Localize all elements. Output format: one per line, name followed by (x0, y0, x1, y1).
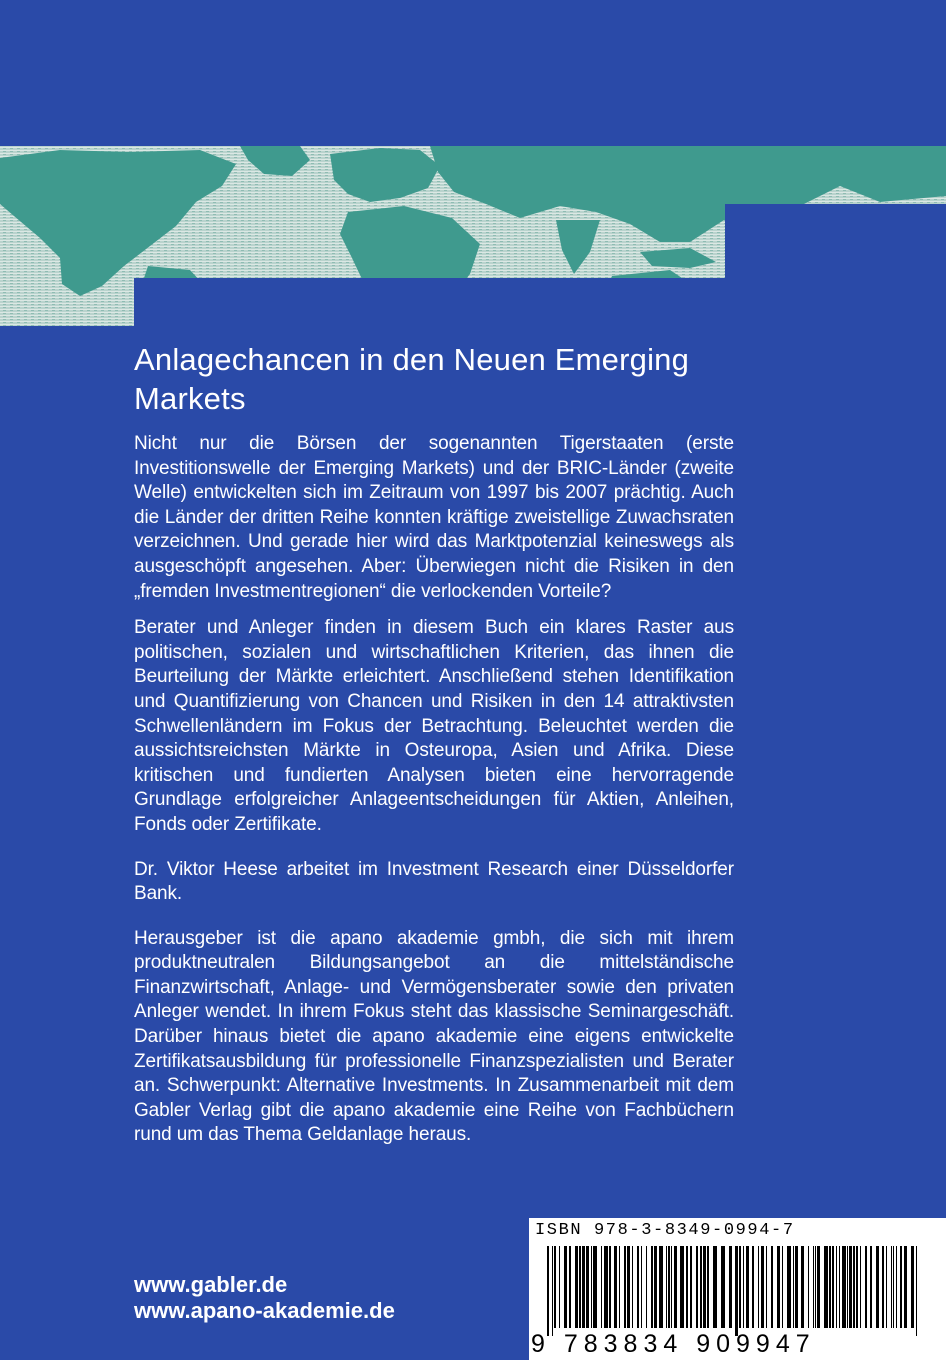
barcode-digits: 9 783834 909947 (531, 1330, 816, 1358)
blurb-text (134, 432, 734, 1160)
publisher-info: Herausgeber ist die apano akademie gmbh, die sich mit ihrem produktneutralen Bildungsangebot an die mittelständische Finanzwirtschaft, Anlage- und Vermögensberater sowie den privaten Anleger wendet. In ihrem Fokus steht das klassische Seminargeschäft. Darüber hinaus bietet die apano akademie eine eigens entwickelte Zertifikatsausbildung für professionelle Finanzspezialisten und Berater an. Schwerpunkt: Alternative Investments. In Zusammenarbeit mit dem Gabler Verlag gibt die apano akademie eine Reihe von Fachbüchern rund um das Thema Geldanlage heraus. (134, 927, 734, 1146)
gabler-link[interactable]: www.gabler.de (134, 1272, 288, 1297)
blurb-paragraph: Nicht nur die Börsen der sogenannten Tigerstaaten (erste Investitionswelle der Emerging Markets) und der BRIC-Länder (zweite Welle) entwickelten sich im Zeitraum von 1997 bis 2007 prächtig. Auch die Länder der dritten Reihe konnten kräftige zweistellige Zuwachsraten verzeichnen. Und gerade hier wird das Marktpotenzial keineswegs als ausgeschöpft angesehen. Aber: Überwiegen nicht die Risiken in den „fremden Investmentregionen“ die verlockenden Vorteile? (134, 433, 734, 602)
barcode-icon (547, 1246, 927, 1336)
book-title: Anlagechancen in den Neuen Emerging Markets (134, 342, 690, 416)
author-bio: Dr. Viktor Heese arbeitet im Investment Research einer Düsseldorfer Bank. (134, 858, 734, 905)
barcode-area (529, 1218, 946, 1360)
blurb-paragraph: Berater und Anleger finden in diesem Buch ein klares Raster aus politischen, sozialen und wirtschaftlichen Kriterien, das ihnen die Beurteilung der Märkte erleichtert. Anschließend stehen Identifikation und Quantifizierung von Chancen und Risiken in den 14 attraktivsten Schwellenländern im Fokus der Betrachtung. Beleuchtet werden die aussichtsreichsten Märkte in Osteuropa, Asien und Afrika. Diese kritischen und fundierten Analysen bieten eine hervorragende Grundlage erfolgreicher Anlageentscheidungen für Aktien, Anleihen, Fonds oder Zertifikate. (134, 617, 734, 835)
apano-link[interactable]: www.apano-akademie.de (134, 1298, 395, 1323)
world-map-icon (0, 146, 946, 326)
publisher-urls (134, 1272, 395, 1324)
world-map-image (0, 146, 946, 326)
isbn-label: ISBN 978-3-8349-0994-7 (535, 1221, 795, 1240)
